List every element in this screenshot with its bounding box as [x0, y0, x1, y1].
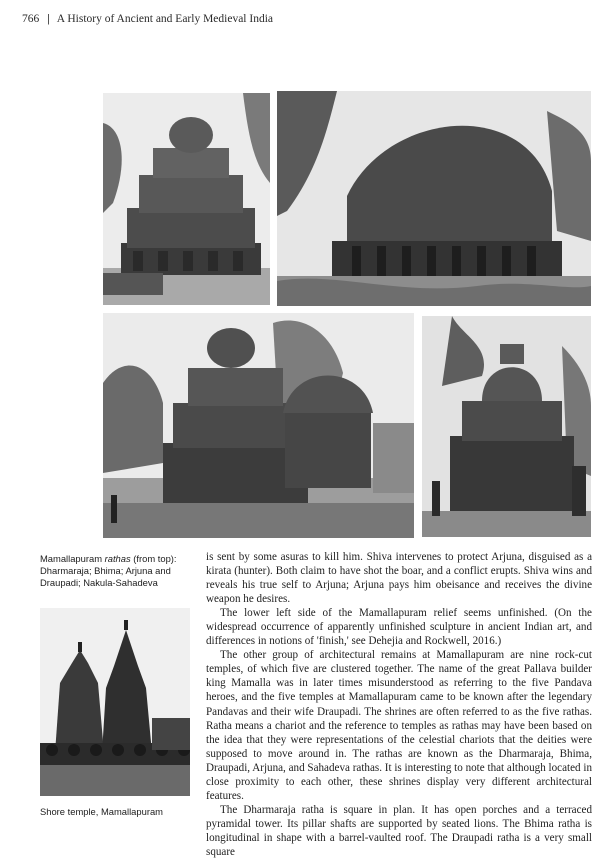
photo-dharmaraja-ratha	[103, 93, 270, 305]
paragraph-4: The Dharmaraja ratha is square in plan. It has open porches and a terraced pyramidal tower. Its pillar shafts are supported by seated lions. The Bhima ratha is longitudinal in shape with a barrel-vaulted roof. The Draupadi ratha is a very small square	[206, 803, 592, 858]
body-text	[206, 550, 592, 859]
caption-shore-temple: Shore temple, Mamallapuram	[40, 806, 163, 817]
paragraph-3: The other group of architectural remains at Mamallapuram are nine rock-cut temples, of which five are clustered together. The name of the great Pallava builder king Mamalla was in later times misunderstood as referring to the five Pandava heroes, and the five temples at Mamallapuram came to be known after the legendary Pandavas and their wife Draupadi. The shrines are often referred to as the five rathas. Ratha means a chariot and the reference to temples as rathas may have been based on the idea that they were representations of the celestial chariots that the deities were supposed to move around in. The rathas are known as the Dharmaraja, Bhima, Draupadi, Arjuna, and Sahadeva rathas. It is interesting to note that although located in close proximity to each other, these shrines display very different architectural features.	[206, 649, 592, 802]
caption-rathas-suffix: (from top): Dharmaraja; Bhima; Arjuna and Draupadi; Nakula-Sahadeva	[40, 553, 177, 588]
page-number: 766	[22, 13, 40, 25]
photo-shore-temple	[40, 608, 190, 796]
caption-rathas-prefix: Mamallapuram	[40, 553, 105, 564]
running-title: A History of Ancient and Early Medieval India	[56, 13, 274, 25]
photo-arjuna-draupadi-rathas	[103, 313, 414, 538]
header-divider: |	[47, 13, 50, 25]
photo-nakula-sahadeva-ratha	[422, 316, 591, 537]
paragraph-2: The lower left side of the Mamallapuram relief seems unfinished. (On the widespread occurrence of apparently unfinished sculpture in ancient Indian art, and differences in notions of 'finish,' see Dehejia and Rockwell, 2016.)	[206, 607, 592, 648]
caption-rathas-italic: rathas	[104, 553, 131, 564]
page-header	[22, 10, 582, 28]
photo-bhima-ratha	[277, 91, 591, 306]
paragraph-1: is sent by some asuras to kill him. Shiva intervenes to protect Arjuna, disguised as a kirata (hunter). Both claim to have shot the boar, and a conflict erupts. Shiva wins and reveals his true self to Arjuna; Arjuna pays him obeisance and receives the divine weapon he desires.	[206, 551, 592, 606]
caption-mamallapuram-rathas	[40, 553, 200, 589]
